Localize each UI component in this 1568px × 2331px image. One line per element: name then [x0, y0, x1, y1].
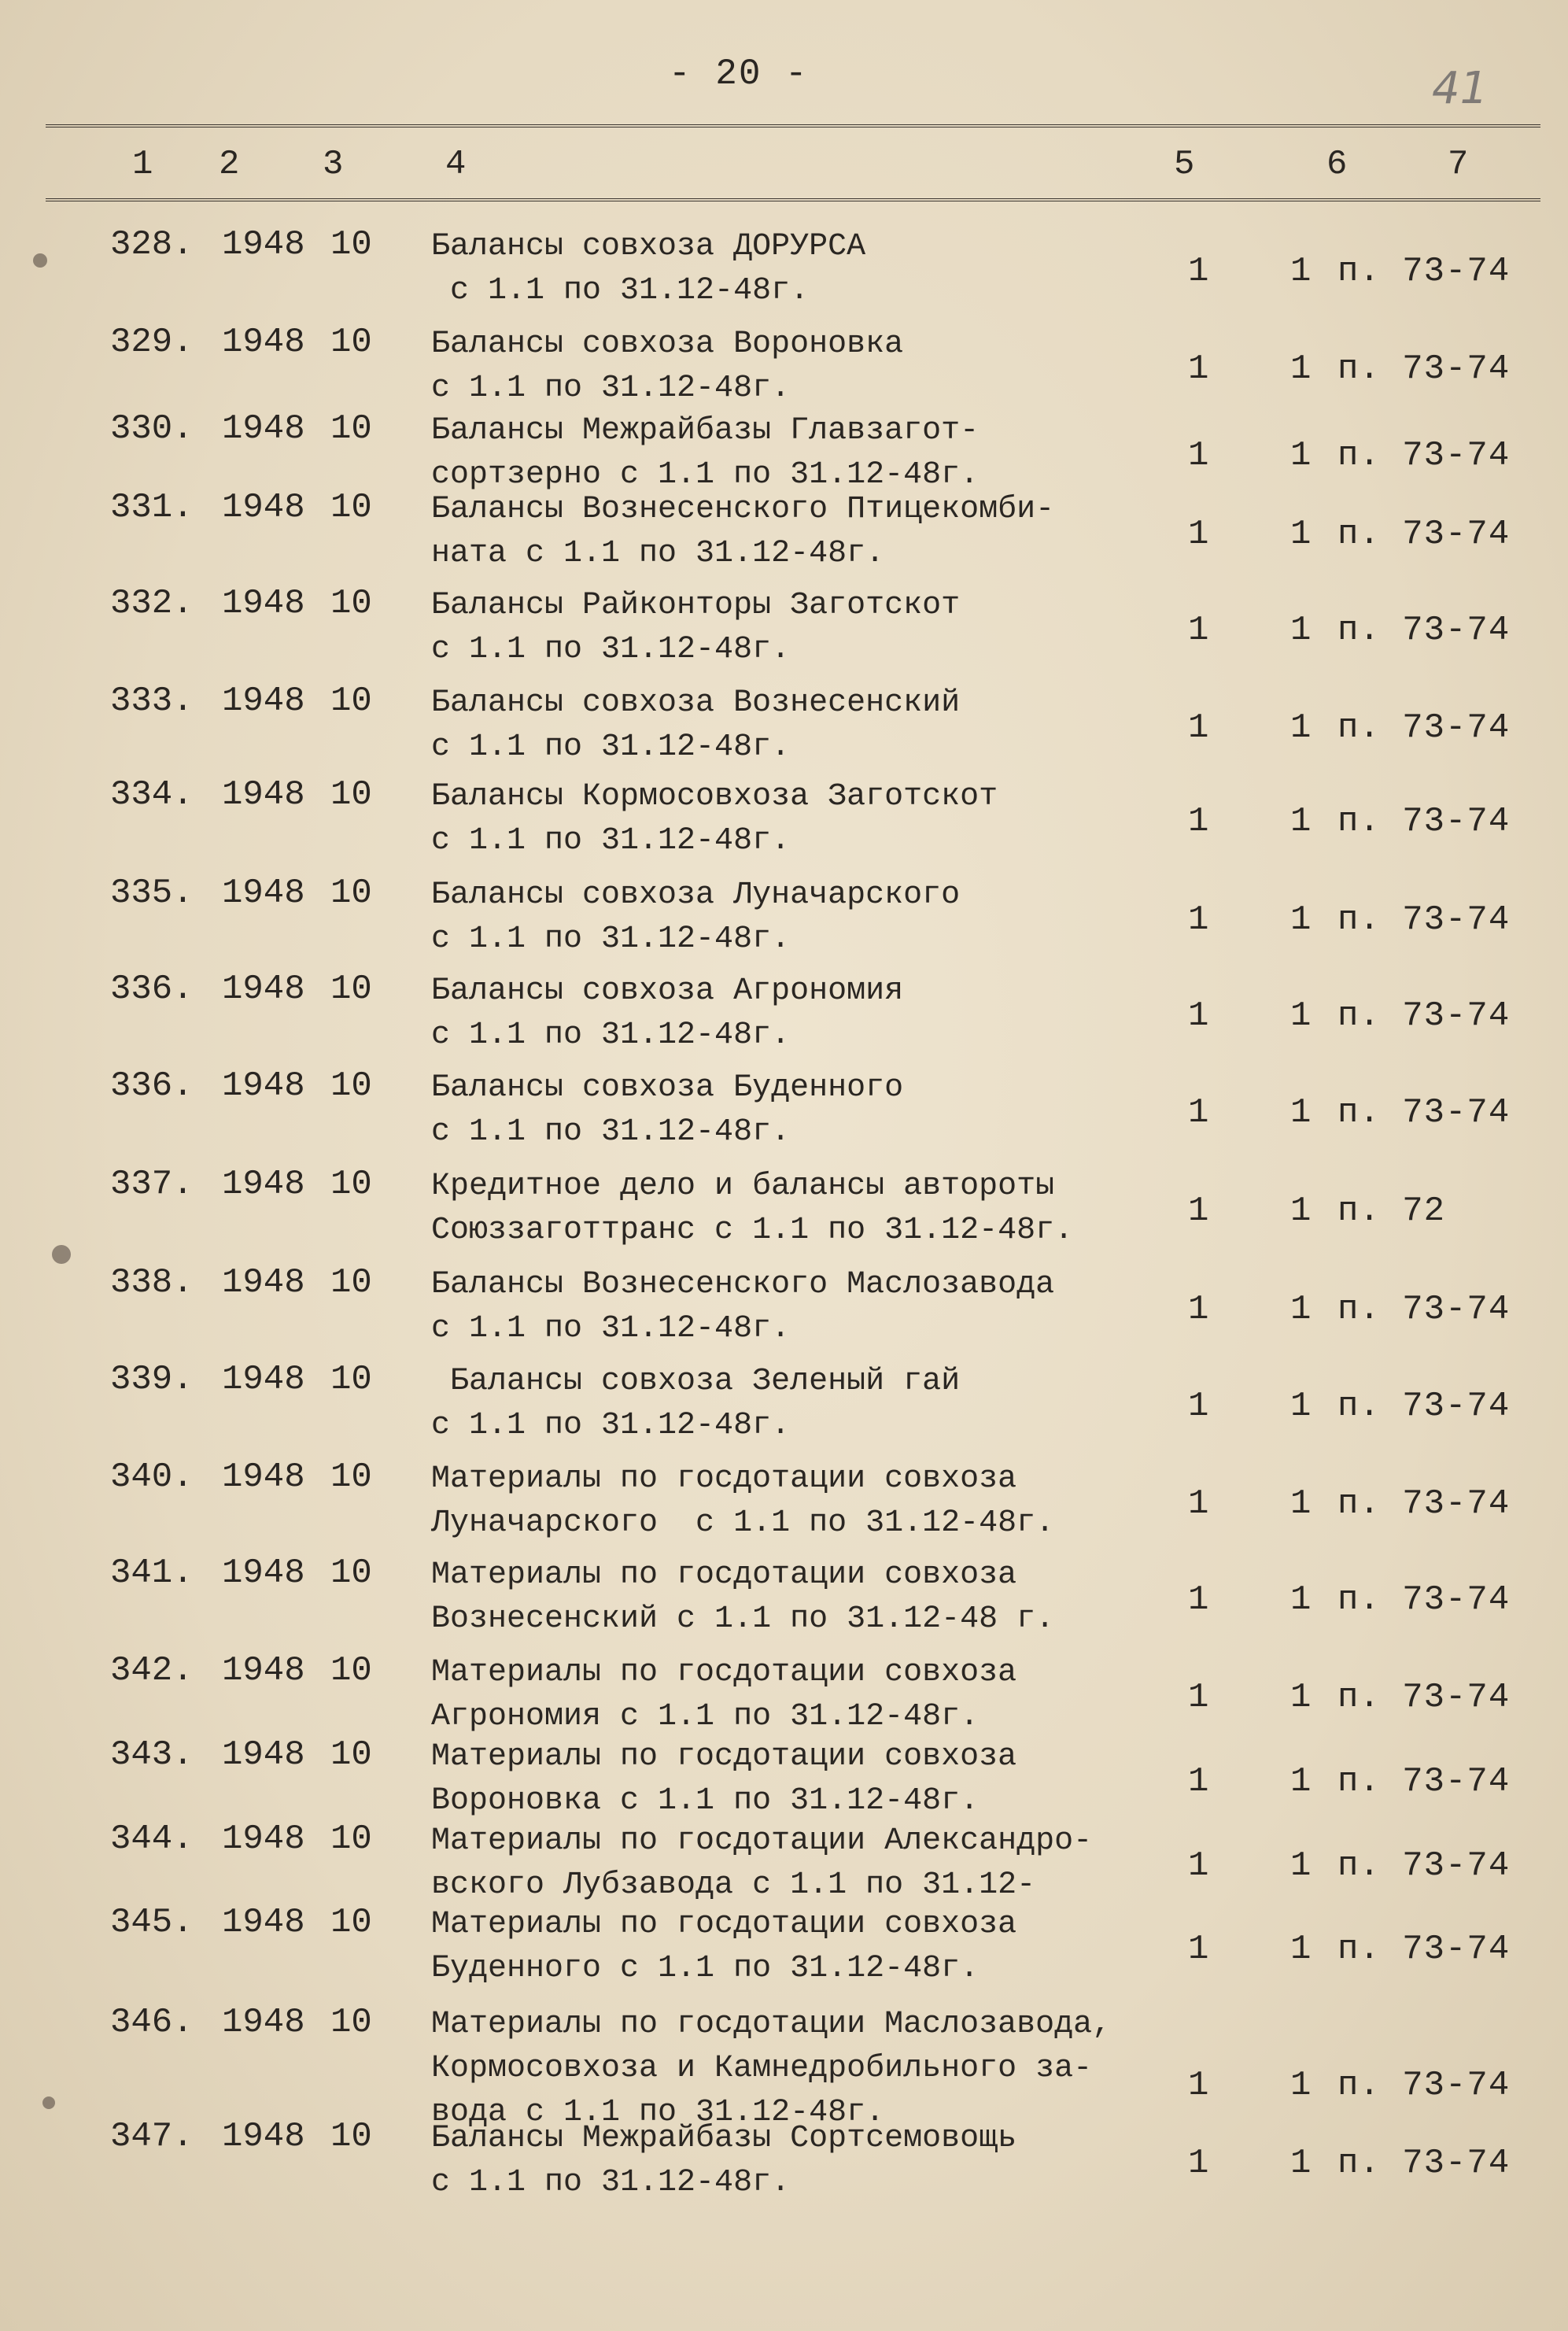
- table-row: [0, 1457, 1568, 1552]
- paper-speck: [33, 253, 47, 268]
- row-count: 10: [330, 2117, 372, 2156]
- row-year: 1948: [222, 409, 305, 449]
- row-col6: 1: [1290, 1191, 1312, 1231]
- row-col7: п. 73-74: [1337, 515, 1511, 554]
- row-count: 10: [330, 409, 372, 449]
- row-col6: 1: [1290, 349, 1312, 389]
- row-title: Материалы по госдотации совхоза Буденного с 1.1 по 31.12-48г.: [431, 1907, 1017, 1986]
- row-col6: 1: [1290, 515, 1312, 554]
- row-col5: 1: [1188, 1678, 1209, 1717]
- row-title: Балансы Межрайбазы Сортсемовощь с 1.1 по 31.12-48г.: [431, 2121, 1017, 2200]
- row-col7: п. 73-74: [1337, 708, 1511, 748]
- row-count: 10: [330, 1263, 372, 1302]
- table-row: [0, 1903, 1568, 1997]
- row-title: Материалы по госдотации Александро- вского Лубзавода с 1.1 по 31.12-: [431, 1823, 1093, 1903]
- row-title: Балансы Межрайбазы Главзагот- сортзерно с 1.1 по 31.12-48г.: [431, 413, 980, 493]
- row-title: Балансы совхоза Луначарского с 1.1 по 31.12-48г.: [431, 877, 961, 957]
- row-number: 339.: [110, 1360, 194, 1399]
- row-col5: 1: [1188, 436, 1209, 475]
- row-number: 340.: [110, 1457, 194, 1497]
- row-year: 1948: [222, 1651, 305, 1690]
- paper-speck: [42, 2096, 55, 2109]
- row-col7: п. 73-74: [1337, 996, 1511, 1036]
- row-year: 1948: [222, 2003, 305, 2042]
- row-count: 10: [330, 682, 372, 721]
- row-col7: п. 73-74: [1337, 2144, 1511, 2183]
- row-col6: 1: [1290, 708, 1312, 748]
- row-year: 1948: [222, 1360, 305, 1399]
- row-title: Материалы по госдотации Маслозавода, Кормосовхоза и Камнедробильного за- вода с 1.1 по 31.12-48г.: [431, 2007, 1112, 2130]
- row-col7: п. 73-74: [1337, 2066, 1511, 2105]
- row-title: Материалы по госдотации совхоза Вороновка с 1.1 по 31.12-48г.: [431, 1739, 1017, 1819]
- row-col5: 1: [1188, 802, 1209, 841]
- row-col7: п. 73-74: [1337, 1484, 1511, 1524]
- row-year: 1948: [222, 682, 305, 721]
- row-count: 10: [330, 775, 372, 815]
- row-count: 10: [330, 1066, 372, 1106]
- row-col6: 1: [1290, 1678, 1312, 1717]
- row-col7: п. 73-74: [1337, 436, 1511, 475]
- row-col5: 1: [1188, 708, 1209, 748]
- row-year: 1948: [222, 2117, 305, 2156]
- row-col6: 1: [1290, 2144, 1312, 2183]
- table-row: [0, 1735, 1568, 1830]
- row-count: 10: [330, 1457, 372, 1497]
- column-header-2: 2: [219, 145, 240, 184]
- row-col5: 1: [1188, 1387, 1209, 1426]
- row-col6: 1: [1290, 2066, 1312, 2105]
- table-row: [0, 488, 1568, 582]
- row-col5: 1: [1188, 1762, 1209, 1801]
- row-count: 10: [330, 488, 372, 527]
- page-number: - 20 -: [669, 54, 809, 94]
- row-title: Балансы совхоза Буденного с 1.1 по 31.12-48г.: [431, 1070, 904, 1150]
- row-col6: 1: [1290, 611, 1312, 650]
- row-number: 335.: [110, 874, 194, 913]
- column-header-7: 7: [1448, 145, 1469, 184]
- column-header-4: 4: [445, 145, 467, 184]
- row-title: Балансы совхоза ДОРУРСА с 1.1 по 31.12-48г.: [431, 229, 866, 308]
- table-row: [0, 584, 1568, 678]
- row-count: 10: [330, 874, 372, 913]
- row-number: 346.: [110, 2003, 194, 2042]
- row-count: 10: [330, 1553, 372, 1593]
- row-col6: 1: [1290, 1387, 1312, 1426]
- row-year: 1948: [222, 1819, 305, 1859]
- row-title: Балансы совхоза Вознесенский с 1.1 по 31.12-48г.: [431, 685, 961, 765]
- table-row: [0, 1651, 1568, 1745]
- row-col6: 1: [1290, 802, 1312, 841]
- row-col5: 1: [1188, 515, 1209, 554]
- row-col5: 1: [1188, 2066, 1209, 2105]
- row-col7: п. 73-74: [1337, 611, 1511, 650]
- row-title: Кредитное дело и балансы автороты Союззаготтранс с 1.1 по 31.12-48г.: [431, 1169, 1074, 1248]
- row-year: 1948: [222, 323, 305, 362]
- paper-speck: [52, 1245, 71, 1264]
- row-col7: п. 73-74: [1337, 252, 1511, 291]
- table-row: [0, 2003, 1568, 2130]
- table-row: [0, 1066, 1568, 1161]
- row-col7: п. 73-74: [1337, 1678, 1511, 1717]
- row-col5: 1: [1188, 1290, 1209, 1329]
- row-title: Балансы совхоза Агрономия с 1.1 по 31.12-48г.: [431, 973, 904, 1053]
- table-row: [0, 682, 1568, 776]
- row-number: 344.: [110, 1819, 194, 1859]
- row-year: 1948: [222, 970, 305, 1009]
- row-col6: 1: [1290, 252, 1312, 291]
- row-count: 10: [330, 2003, 372, 2042]
- row-number: 341.: [110, 1553, 194, 1593]
- row-number: 337.: [110, 1165, 194, 1204]
- row-col6: 1: [1290, 1762, 1312, 1801]
- row-col7: п. 73-74: [1337, 1762, 1511, 1801]
- row-count: 10: [330, 323, 372, 362]
- row-col5: 1: [1188, 900, 1209, 940]
- row-col7: п. 73-74: [1337, 1290, 1511, 1329]
- row-col6: 1: [1290, 1290, 1312, 1329]
- row-year: 1948: [222, 1903, 305, 1942]
- row-year: 1948: [222, 1263, 305, 1302]
- row-col7: п. 73-74: [1337, 1846, 1511, 1886]
- row-col7: п. 72: [1337, 1191, 1446, 1231]
- table-row: [0, 225, 1568, 320]
- table-row: [0, 1165, 1568, 1259]
- column-header-6: 6: [1326, 145, 1348, 184]
- row-col7: п. 73-74: [1337, 1093, 1511, 1132]
- row-col6: 1: [1290, 436, 1312, 475]
- row-col5: 1: [1188, 611, 1209, 650]
- row-col5: 1: [1188, 2144, 1209, 2183]
- row-title: Балансы Кормосовхоза Заготскот с 1.1 по 31.12-48г.: [431, 779, 998, 859]
- row-number: 338.: [110, 1263, 194, 1302]
- row-col6: 1: [1290, 996, 1312, 1036]
- row-col5: 1: [1188, 1191, 1209, 1231]
- table-row: [0, 1819, 1568, 1914]
- row-number: 330.: [110, 409, 194, 449]
- row-count: 10: [330, 584, 372, 623]
- row-title: Балансы Вознесенского Птицекомби- ната с 1.1 по 31.12-48г.: [431, 492, 1055, 571]
- row-col5: 1: [1188, 1580, 1209, 1620]
- column-header-1: 1: [132, 145, 153, 184]
- header-rule-bottom: [46, 198, 1540, 201]
- row-col5: 1: [1188, 349, 1209, 389]
- row-year: 1948: [222, 1457, 305, 1497]
- row-year: 1948: [222, 225, 305, 264]
- row-col7: п. 73-74: [1337, 900, 1511, 940]
- row-number: 333.: [110, 682, 194, 721]
- row-col7: п. 73-74: [1337, 802, 1511, 841]
- header-rule-top: [46, 124, 1540, 127]
- row-count: 10: [330, 1651, 372, 1690]
- row-number: 329.: [110, 323, 194, 362]
- table-row: [0, 1263, 1568, 1358]
- row-col6: 1: [1290, 1093, 1312, 1132]
- table-row: [0, 775, 1568, 870]
- table-row: [0, 323, 1568, 417]
- table-row: [0, 970, 1568, 1064]
- row-count: 10: [330, 1165, 372, 1204]
- row-count: 10: [330, 225, 372, 264]
- row-title: Балансы совхоза Вороновка с 1.1 по 31.12-48г.: [431, 327, 904, 406]
- row-number: 343.: [110, 1735, 194, 1775]
- row-number: 334.: [110, 775, 194, 815]
- row-col6: 1: [1290, 900, 1312, 940]
- row-year: 1948: [222, 775, 305, 815]
- row-number: 332.: [110, 584, 194, 623]
- row-number: 342.: [110, 1651, 194, 1690]
- row-col5: 1: [1188, 1093, 1209, 1132]
- row-number: 328.: [110, 225, 194, 264]
- row-title: Материалы по госдотации совхоза Агрономия с 1.1 по 31.12-48г.: [431, 1655, 1017, 1734]
- table-row: [0, 1360, 1568, 1454]
- row-year: 1948: [222, 874, 305, 913]
- row-col7: п. 73-74: [1337, 1580, 1511, 1620]
- row-col6: 1: [1290, 1846, 1312, 1886]
- archive-mark: 41: [1432, 63, 1489, 114]
- row-year: 1948: [222, 1553, 305, 1593]
- row-number: 336.: [110, 1066, 194, 1106]
- row-col7: п. 73-74: [1337, 1387, 1511, 1426]
- row-col5: 1: [1188, 1930, 1209, 1969]
- row-col6: 1: [1290, 1484, 1312, 1524]
- row-count: 10: [330, 1903, 372, 1942]
- row-count: 10: [330, 1735, 372, 1775]
- row-title: Материалы по госдотации совхоза Луначарского с 1.1 по 31.12-48г.: [431, 1461, 1055, 1541]
- row-number: 336.: [110, 970, 194, 1009]
- row-title: Балансы Вознесенского Маслозавода с 1.1 по 31.12-48г.: [431, 1267, 1055, 1347]
- row-year: 1948: [222, 1066, 305, 1106]
- row-title: Балансы совхоза Зеленый гай с 1.1 по 31.12-48г.: [431, 1364, 961, 1443]
- row-number: 347.: [110, 2117, 194, 2156]
- row-year: 1948: [222, 1165, 305, 1204]
- table-row: [0, 1553, 1568, 1648]
- column-header-3: 3: [323, 145, 344, 184]
- table-row: [0, 874, 1568, 968]
- row-year: 1948: [222, 488, 305, 527]
- row-title: Материалы по госдотации совхоза Вознесенский с 1.1 по 31.12-48 г.: [431, 1557, 1055, 1637]
- row-col5: 1: [1188, 996, 1209, 1036]
- row-count: 10: [330, 970, 372, 1009]
- row-year: 1948: [222, 1735, 305, 1775]
- row-number: 345.: [110, 1903, 194, 1942]
- row-count: 10: [330, 1819, 372, 1859]
- row-col6: 1: [1290, 1930, 1312, 1969]
- row-col7: п. 73-74: [1337, 1930, 1511, 1969]
- row-title: Балансы Райконторы Заготскот с 1.1 по 31.12-48г.: [431, 588, 961, 667]
- row-year: 1948: [222, 584, 305, 623]
- row-col5: 1: [1188, 1484, 1209, 1524]
- row-col5: 1: [1188, 252, 1209, 291]
- row-col7: п. 73-74: [1337, 349, 1511, 389]
- row-col6: 1: [1290, 1580, 1312, 1620]
- row-number: 331.: [110, 488, 194, 527]
- row-count: 10: [330, 1360, 372, 1399]
- table-row: [0, 2117, 1568, 2211]
- row-col5: 1: [1188, 1846, 1209, 1886]
- column-header-5: 5: [1174, 145, 1195, 184]
